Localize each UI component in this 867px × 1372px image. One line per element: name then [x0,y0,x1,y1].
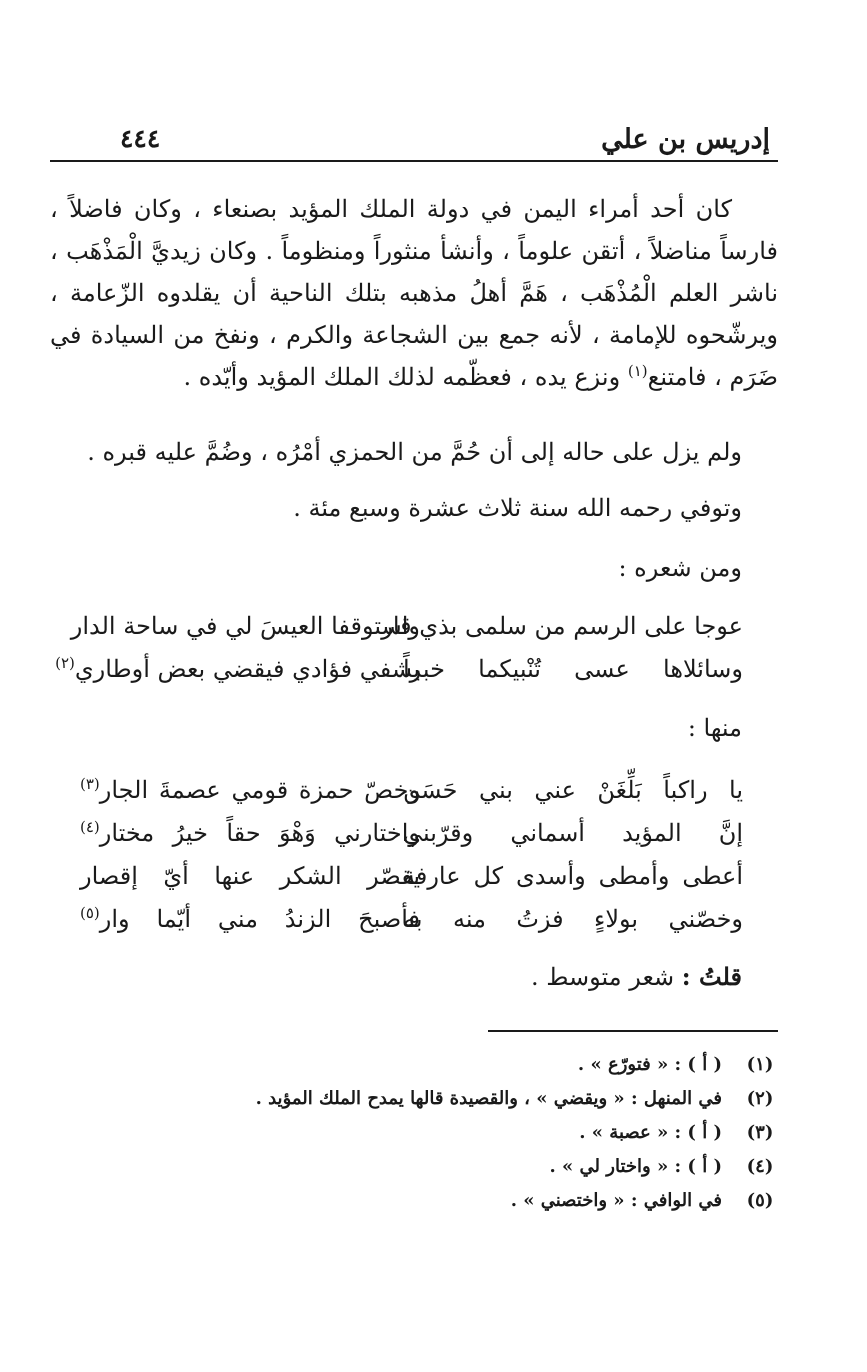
death-year-line: وتوفي رحمه الله سنة ثلاث عشرة وسبع مئة . [293,494,742,522]
verse-second-hemistich: يقصّر الشكر عنها أيّ إقصار [80,862,420,890]
verse-first-hemistich: وخصّني بولاءٍ فزتُ منه به [403,905,743,933]
verse-second-hemistich: واختارني وَهْوَ حقاً خيرُ مختار$^{(٤)}$ [80,818,420,847]
footnote-marker: (٤) [80,818,100,836]
bio-text-part2: ونزع يده ، فعظّمه لذلك الملك المؤيد وأيّده . [183,363,628,391]
footnote-marker: (١) [627,362,648,380]
poem-excerpt-1 [50,606,778,692]
death-cause-line: ولم يزل على حاله إلى أن حُمَّ من الحمزي أمْرُه ، وضُمَّ عليه قبره . [87,438,742,466]
remark-lead: قلتُ : [681,962,742,991]
footnote [50,1048,778,1082]
verse-first-hemistich: أعطى وأمطى وأسدى كل عارفة [403,862,743,890]
footnote-separator [488,1030,778,1032]
footnote-text: ( أ ) : « فتورّع » . [577,1054,722,1075]
poetry-intro-line: ومن شعره : [618,554,742,582]
footnote-number: (١) [746,1054,774,1075]
verse-second-hemistich: يشفي فؤادي فيقضي بعض أوطاري$^{(٢)}$ [55,654,420,683]
footnote [50,1184,778,1218]
footnote-text: في المنهل : « ويقضي » ، والقصيدة قالها يمدح الملك المؤيد . [255,1088,722,1109]
verse [50,770,778,813]
verse [50,899,778,942]
verse [50,856,778,899]
footnote-number: (٤) [746,1156,774,1177]
footnote-marker: (٣) [80,775,100,793]
from-it-line: منها : [687,714,742,742]
footnote [50,1116,778,1150]
footnotes [50,1048,778,1218]
verse-first-hemistich: وسائلاها عسى تُنْبيكما خبراً [403,655,743,683]
biography-paragraph [50,188,778,398]
verse-first-hemistich: يا راكباً بَلِّغَنْ عني بني حَسَن [403,776,743,804]
verse-first-hemistich: إنَّ المؤيد أسماني وقرّبني [403,819,743,847]
poem-excerpt-2 [50,770,778,942]
running-title: إدريس بن علي [601,124,770,155]
verse-second-hemistich: وخصّ حمزة قومي عصمةَ الجار$^{(٣)}$ [80,775,420,804]
footnote-number: (٥) [746,1190,774,1211]
verse [50,649,778,692]
author-remark [142,960,742,994]
footnote-text: ( أ ) : « واختار لي » . [549,1156,722,1177]
footnote-marker: (٢) [55,654,75,672]
footnote-number: (٢) [746,1088,774,1109]
footnote [50,1082,778,1116]
verse-second-hemistich: واستوقفا العيسَ لي في ساحة الدار [70,612,420,640]
verse [50,813,778,856]
page-number: ٤٤٤ [120,124,161,153]
footnote-marker: (٥) [80,904,100,922]
footnote-number: (٣) [746,1122,774,1143]
remark-text: شعر متوسط . [530,963,682,991]
verse-second-hemistich: فأصبحَ الزندُ مني أيّما وار$^{(٥)}$ [80,904,420,933]
verse [50,606,778,649]
page-header [50,120,778,162]
footnote [50,1150,778,1184]
footnote-text: ( أ ) : « عصبة » . [579,1122,722,1143]
bio-text-part1: كان أحد أمراء اليمن في دولة الملك المؤيد بصنعاء ، وكان فاضلاً ، فارساً مناضلاً ، أتقن علوماً ، وأنشأ منثوراً ومنظوماً . وكان زيديَّ الْمَذْهَب ، ناشر العلم الْمُذْهَب ، هَمَّ أهلُ مذهبه بتلك الناحية أن يقلدوه الزّعامة ، ويرشّحوه للإمامة ، لأنه جمع بين الشجاعة والكرم ، ونفخ من السيادة في ضَرَم ، فامتنع [50,195,778,391]
footnote-text: في الوافي : « واختصني » . [510,1190,722,1211]
verse-first-hemistich: عوجا على الرسم من سلمى بذي قار [381,612,743,640]
